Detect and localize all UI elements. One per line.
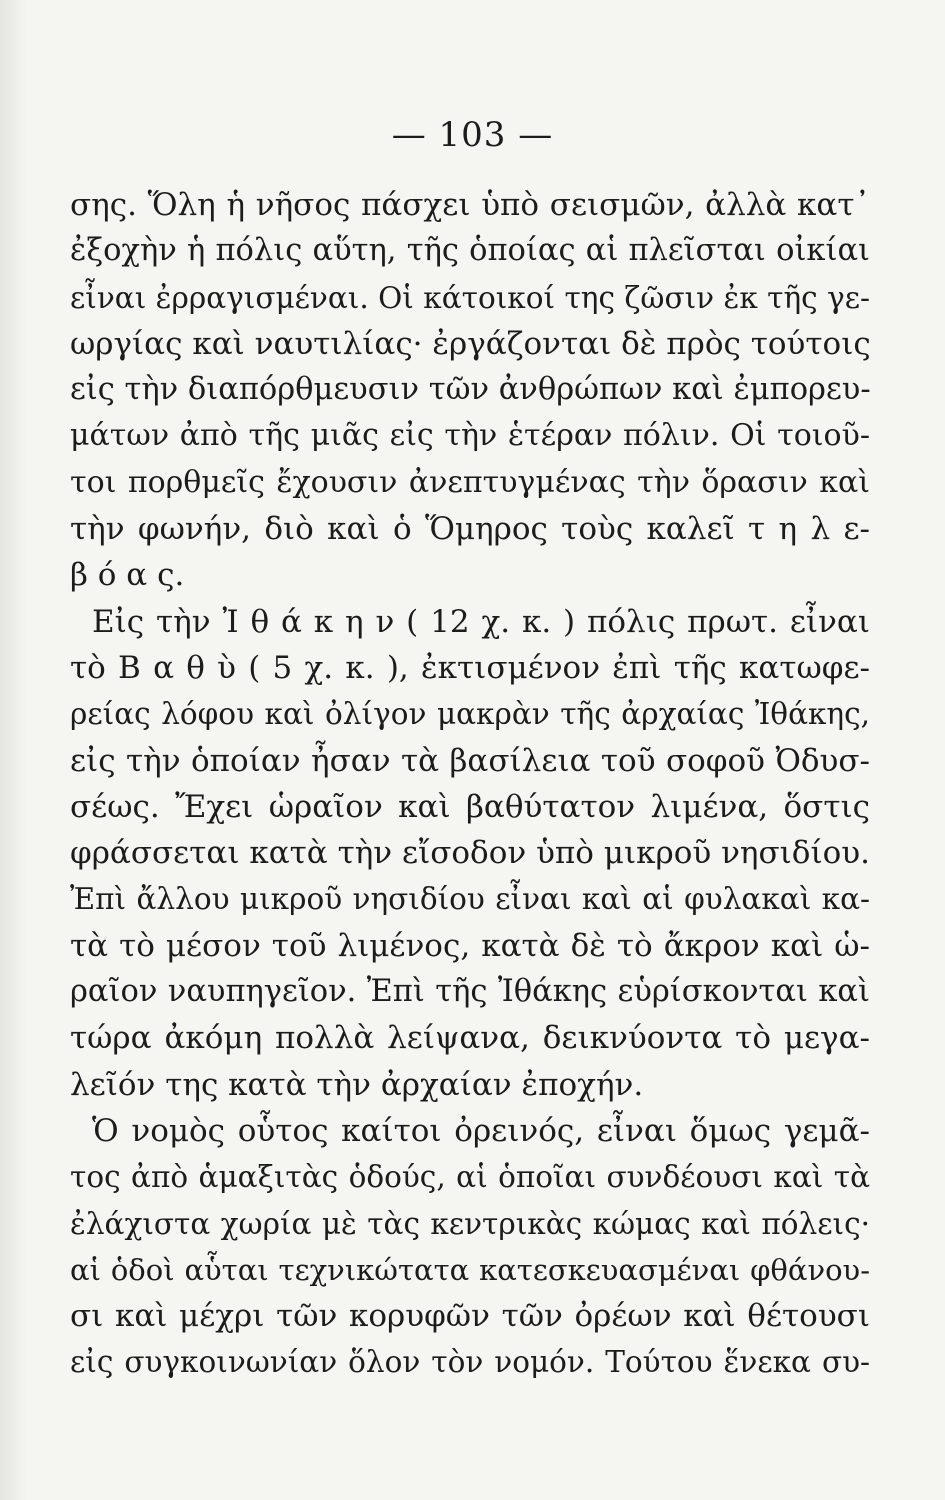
body-text [70, 182, 870, 1386]
text-line: εἰς συγκοινωνίαν ὅλον τὸν νομόν. Τούτου ἕνεκα συ- [70, 1345, 870, 1380]
text-line: ραῖον ναυπηγεῖον. Ἐπὶ τῆς Ἰθάκης εὑρίσκονται καὶ [70, 974, 870, 1010]
text-line: λεῖόν της κατὰ τὴν ἀρχαίαν ἐποχήν. [70, 1066, 644, 1103]
text-line: τὸ Β α θ ὺ ( 5 χ. κ. ), ἐκτισμένον ἐπὶ τῆς κατωφε- [70, 649, 870, 686]
text-line: ἐλάχιστα χωρία μὲ τὰς κεντρικὰς κώμας καὶ πόλεις· [70, 1206, 870, 1241]
page-number: — 103 — [391, 115, 554, 155]
text-line: εἶναι ἐρραγισμέναι. Οἱ κάτοικοί της ζῶσιν ἐκ τῆς γε- [70, 280, 870, 315]
text-line: αἱ ὁδοὶ αὗται τεχνικώτατα κατεσκευασμέναι φθάνου- [70, 1252, 870, 1287]
text-line: Ἐπὶ ἄλλου μικροῦ νησιδίου εἶναι καὶ αἱ φυλακαὶ κα- [70, 882, 870, 917]
text-line: σι καὶ μέχρι τῶν κορυφῶν τῶν ὀρέων καὶ θέτουσι [70, 1298, 870, 1335]
page-edge-shadow [0, 0, 28, 1500]
text-line: τοι πορθμεῖς ἔχουσιν ἀνεπτυγμένας τὴν ὅρασιν καὶ [70, 464, 870, 500]
text-line: σης. Ὅλη ἡ νῆσος πάσχει ὑπὸ σεισμῶν, ἀλλὰ κατ᾽ [70, 187, 870, 223]
text-line: β ό α ς. [70, 557, 185, 594]
text-line: μάτων ἀπὸ τῆς μιᾶς εἰς τὴν ἑτέραν πόλιν. Οἱ τοιοῦ- [70, 418, 870, 454]
text-line: τώρα ἀκόμη πολλὰ λείψανα, δεικνύοντα τὸ μεγα- [70, 1020, 870, 1057]
text-line: ἐξοχὴν ἡ πόλις αὕτη, τῆς ὁποίας αἱ πλεῖσται οἰκίαι [70, 233, 870, 269]
text-line: εἰς τὴν ὁποίαν ἦσαν τὰ βασίλεια τοῦ σοφοῦ Ὀδυσ- [70, 742, 870, 779]
text-line: τὴν φωνήν, διὸ καὶ ὁ Ὅμηρος τοὺς καλεῖ τ η λ ε- [70, 511, 870, 548]
text-line: φράσσεται κατὰ τὴν εἴσοδον ὑπὸ μικροῦ νησιδίου. [70, 835, 870, 872]
text-line: Ὁ νομὸς οὗτος καίτοι ὀρεινός, εἶναι ὅμως γεμᾶ- [92, 1112, 870, 1149]
text-line: σέως. Ἔχει ὡραῖον καὶ βαθύτατον λιμένα, ὅστις [70, 788, 870, 825]
text-line: τὰ τὸ μέσον τοῦ λιμένος, κατὰ δὲ τὸ ἄκρον καὶ ὡ- [70, 927, 870, 964]
text-line: Εἰς τὴν Ἰ θ ά κ η ν ( 12 χ. κ. ) πόλις πρωτ. εἶναι [92, 603, 870, 640]
text-line: τος ἀπὸ ἁμαξιτὰς ὁδούς, αἱ ὁποῖαι συνδέουσι καὶ τὰ [70, 1160, 870, 1195]
text-line: εἰς τὴν διαπόρθμευσιν τῶν ἀνθρώπων καὶ ἐμπορευ- [70, 372, 871, 408]
text-line: ωργίας καὶ ναυτιλίας· ἐργάζονται δὲ πρὸς τούτοις [70, 325, 871, 362]
text-line: ρείας λόφου καὶ ὀλίγον μακρὰν τῆς ἀρχαίας Ἰθάκης, [70, 697, 870, 732]
